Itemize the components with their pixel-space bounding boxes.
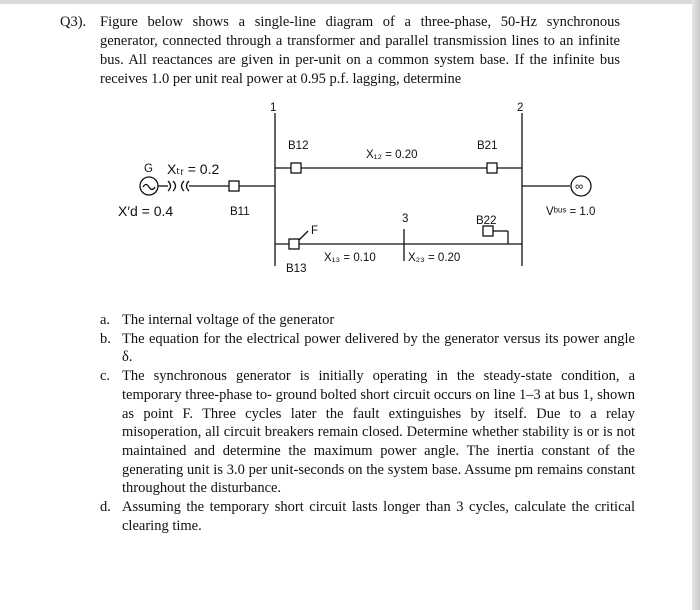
- bus-1-label: 1: [270, 102, 277, 114]
- x13-label: X₁₃ = 0.10: [324, 252, 376, 264]
- part-c: [100, 367, 635, 498]
- part-letter: a.: [100, 312, 111, 328]
- bus-2-label: 2: [517, 102, 524, 114]
- bus-3-label: 3: [402, 213, 409, 225]
- infinity-symbol: ∞: [575, 181, 584, 193]
- xtr-label: Xₜᵣ = 0.2: [167, 161, 220, 177]
- parts-list: [100, 311, 635, 535]
- question-number: Q3).: [60, 14, 87, 30]
- top-edge: [0, 0, 700, 4]
- transformer-winding-3: [182, 181, 185, 191]
- breaker-b12: [291, 163, 301, 173]
- transformer-winding-2: [173, 181, 176, 191]
- b21-label: B21: [477, 140, 498, 152]
- transformer-winding-1: [168, 181, 171, 191]
- single-line-diagram: [110, 101, 596, 281]
- generator-label: G: [144, 163, 153, 175]
- question-block: [60, 13, 620, 89]
- breaker-b22: [483, 226, 493, 236]
- part-d: [100, 498, 635, 535]
- b12-label: B12: [288, 140, 309, 152]
- b11-label: B11: [230, 206, 250, 218]
- right-edge: [692, 0, 700, 610]
- transformer-winding-4: [187, 181, 190, 191]
- part-text: The synchronous generator is initially operating in the steady-state condition, a temporary three-phase to- ground bolted short circuit occurs on line 1–3 at bus 1, shown as point F. Three cycles later the fault extinguishes by itself. Due to a relay misoperation, all circuit breakers remain closed. Determine whether stability is or is not maintained and determine the maximum power angle. The inertia constant of the generating unit is 3.0 per unit-seconds on the system base. Assume pm remains constant throughout the disturbance.: [122, 368, 635, 497]
- x12-label: X₁₂ = 0.20: [366, 149, 418, 161]
- breaker-b13: [289, 239, 299, 249]
- part-a: [100, 311, 635, 330]
- question-text: Figure below shows a single-line diagram of a three-phase, 50-Hz synchronous generator, connected through a transformer and parallel transmission lines to an infinite bus. All reactances are given in per-unit on a common system base. If the infinite bus receives 1.0 per unit real power at 0.95 p.f. lagging, determine: [100, 14, 620, 87]
- breaker-b21: [487, 163, 497, 173]
- part-b: [100, 330, 635, 367]
- part-letter: b.: [100, 330, 111, 347]
- part-text: The internal voltage of the generator: [122, 312, 335, 328]
- b13-label: B13: [286, 263, 307, 275]
- diagram-svg: [110, 101, 596, 281]
- part-text: Assuming the temporary short circuit lasts longer than 3 cycles, calculate the critical clearing time.: [122, 499, 635, 534]
- breaker-b11: [229, 181, 239, 191]
- part-letter: d.: [100, 499, 111, 516]
- b22-label: B22: [476, 215, 497, 227]
- vbus-label: Vᵇᵘˢ = 1.0: [546, 206, 596, 218]
- fault-label: F: [311, 225, 319, 237]
- x23-label: X₂₃ = 0.20: [408, 252, 461, 264]
- generator-wave: [143, 185, 155, 190]
- part-letter: c.: [100, 368, 111, 385]
- xd-label: X′d = 0.4: [118, 203, 174, 219]
- fault-marker: [299, 231, 308, 240]
- part-text: The equation for the electrical power delivered by the generator versus its power angle δ.: [122, 330, 635, 366]
